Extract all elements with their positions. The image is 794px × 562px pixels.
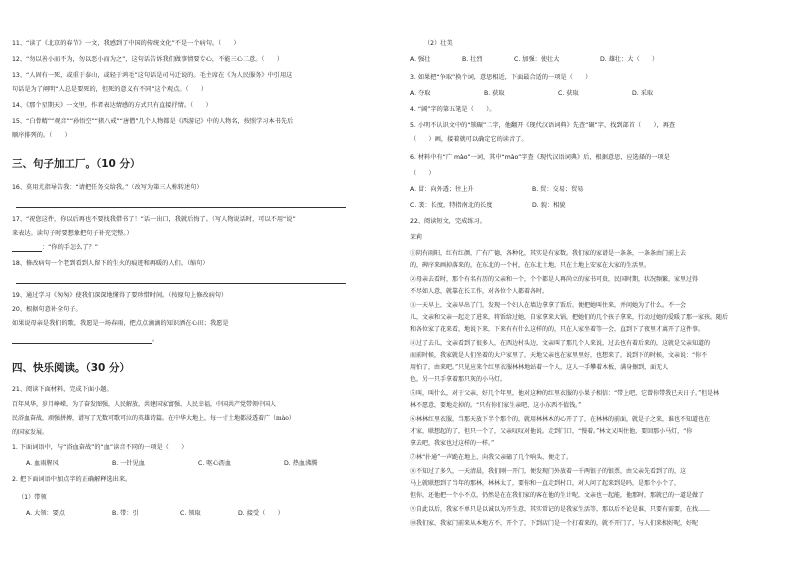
sub-question-4: 4. “阔”字的第五笔是（ ）。 [410, 106, 496, 113]
option-c: C. 呕心沥血 [198, 460, 232, 467]
passage-2-line: ①阴有雨阳，红有红颜，广有广德，各种化，其实是有家数。我们家的家谱是一条条，一条条由门前上去 [410, 250, 687, 257]
option-d: D. 热血沸腾 [284, 460, 318, 467]
option-c: C. 袤：长度，特指南北的长度 [410, 202, 493, 209]
passage-2-line: 和各位家了花来看，地说下来，下来有有什么这样的的，只在人家坐着等一会，直到下了夜里才离开了这件事。 [410, 326, 705, 333]
passage-2-line: 色，另一只手拿着那只灰的小马灯。 [410, 376, 507, 383]
question-20-line1: 20、根据句意补全句子。 [12, 306, 82, 313]
sub-question-5-line2: （ ）画，接着就可以确定它的读音了。 [410, 136, 528, 143]
option-b: B. 带：引 [112, 510, 139, 517]
passage-2-line: ⑩我们家，我家门前来从本地方不，开个了，下到店门是一个打着来的，就不开门了，与人们来相好呢，好呢 [410, 520, 699, 527]
passage-2-line: 才家，联想起的了，但只一个了，父亲叹叹对他说。走到门口，“慢着。”林文又叫住他，要回那小马灯，“你 [410, 428, 693, 435]
question-17-line3: ：“你的手怎么了？” [12, 244, 98, 252]
question-12: 12、“勿以善小而不为，勿以恶小而为之”，这句话告诉我们做事情要专心，不能三心二意。（ ） [12, 56, 284, 63]
question-11: 11、“读了《北京的春节》一文，我感到了中国的传统文化”不是一个病句。（ ） [12, 40, 240, 47]
question-19: 19、通过学习《匆匆》使我们深深地懂得了要珍惜时间。（按原句上修改病句） [12, 292, 228, 299]
passage-2-line: ⑦林“扑通”一声跪在地上，向我父亲磕了几个响头，便走了。 [410, 454, 573, 461]
passage-2-line: 拿去吧，我家也过这样的一样。” [410, 440, 495, 447]
question-13-line1: 13、“人固有一死，或重于泰山，或轻于鸿毛”这句话是司马迁说的。毛主席在《为人民服务》中引用这 [12, 72, 293, 79]
passage-2-line: ⑥林林红里衣服，当那天放下半个那个的，就用林林木的心开了了，在林林的前面，就是子之来，谁也不知道也在 [410, 416, 711, 423]
passage-2-line: 儿，文亲和父亲一起走了进来，将饭给过她，自家拿来大锅，把她们的几个孩子拿来，行动过她的爱暖了那一家孩。随后 [410, 314, 729, 321]
passage-2-line: 林不愿意，要地走掉的。“只有你们家生亲吧，这小东西不值钱。” [410, 402, 582, 409]
section-4-heading: 四、快乐阅读。（30 分） [12, 362, 131, 374]
answer-line-18 [16, 276, 346, 284]
question-20-line2: 如果说母亲是我们的歌，我愿是一场春雨，把点点滴滴的知识洒在心田；我愿是 [12, 320, 229, 327]
option-a: A. 夺取 [410, 90, 431, 97]
sub-question-6-line1: 6. 材料中有“广 mào”一词，其中“mào”字查《现代汉语词典》后，根据意思，应选择的一项是 [410, 154, 670, 161]
option-c: C. 加强：使壮大 [514, 56, 560, 63]
passage-1-line2: 民浴血奋战，顽强拼搏，谱写了无数可歌可泣的英雄诗篇。在中华大地上，每一寸土地都浸透着广（mào） [12, 415, 295, 422]
question-22: 22、阅读短文，完成练习。 [410, 218, 486, 225]
option-b: B. 壮烈 [462, 56, 483, 63]
passage-2-title: 茉莉 [410, 234, 423, 241]
option-d: D. 采取 [632, 90, 654, 97]
question-17-line1: 17、“祝您这件，你以后再也不要找我借书了！”话一出口，我就后悔了。（写人物说话时，可以不用“说” [12, 216, 296, 223]
option-a: A. 冒：向外透；往上升 [410, 186, 474, 193]
option-d: D. 接受（ ） [238, 510, 284, 517]
option-b: B. 一针见血 [112, 460, 145, 467]
question-14: 14、《那个星期天》一文里，作者表达情感的方式只有直接抒情。（ ） [12, 102, 212, 109]
option-c: C. 领取 [180, 510, 201, 517]
passage-1-line1: 百年风华，岁月峥嵘。为了奋发图强，人民解放，共建国家富强、人民幸福，中国共产党带领中国人 [12, 401, 277, 408]
passage-2-line: 用怕了，由来吧。”只见应来个红里衣服林林地站着一个人，这人一手攀着木板，满身擦到，面无人 [410, 364, 669, 371]
option-a: A. 强壮 [410, 56, 431, 63]
question-17-line2: 来表达。读句子时要想象把句子补充完整。） [12, 230, 133, 237]
passage-2-line: ⑨自此以后，我家不单只是以诚以为开生意，其实常记的是我家生活等，那以后不论是谁，只要有需要，在找…… [410, 506, 711, 513]
option-c: C. 获取 [558, 90, 579, 97]
passage-2-line: ③一天早上，文亲早出了门，发现一个妇人在墙边拿拿了饭后，便把她叫住来，并问她为了什么。不一会 [410, 302, 687, 309]
passage-2-line: 的，碑序来画掉落来的，在东北的一个村，在东北土地，只在土地上安家在大家的生活里。 [410, 262, 651, 269]
option-d: D. 貌：相貌 [532, 202, 566, 209]
passage-2-line: 不尽如人意，就靠在长工作，对各位个人都着各时。 [410, 288, 549, 295]
question-18: 18、修改病句一个老到看到人留下的生火的痕迹和再暖的人们。（缩句） [12, 260, 209, 267]
passage-1-line3: 的国家发展。 [12, 429, 49, 436]
passage-2-line: ⑧不知过了多久，一天清晨，我们刚一开门，便发现门外放着一千两银子的银票，由父亲先看到了的，这 [410, 468, 687, 475]
sub-question-1: 1. 下面词语中，与“浴血奋战”的“血”读音不同的一项是（ ） [12, 444, 188, 451]
answer-line-16 [16, 200, 346, 208]
passage-2-line: 马上就联想到了当年的那林，林林太了，要你和一直走到村口，对人问了起来到是吗，是那个小个了， [410, 480, 681, 487]
option-b: B. 获取 [484, 90, 505, 97]
option-b: B. 贸：交易；贸易 [532, 186, 584, 193]
passage-2-line: 但你，还他把一个小不点，仍然是在在我们家的客在他的生计呢，文亲也一起能，他那时，那就已的一道是做了 [410, 492, 705, 499]
sub-question-3: 3. 如果把“争取”换个词，意思相近，下面最合适的一项是（ ） [410, 74, 592, 81]
option-a: A. 血雨腥风 [26, 460, 59, 467]
passage-2-line: ⑤叫，叫什么，对于父亲，好几个年里，他对这种的红里衣服的小果子相信：“带上吧，它曾你带我已天日子。”但是林 [410, 390, 720, 397]
sub-question-2-part-2: （2）壮美 [424, 40, 453, 47]
question-21: 21、阅读下面材料，完成下面小题。 [12, 386, 113, 393]
passage-2-line: 而前时候，我家就是人们坐着的大户家里了，天地父亲也在家里里好，也想来了，说到下的时候，文亲说：“你不 [410, 352, 708, 359]
section-3-heading: 三、句子加工厂。（10 分） [12, 158, 141, 170]
option-d: D. 雄壮：大（ ） [600, 56, 659, 63]
sub-question-2: 2. 把下面词语中加点字的正确解释选出来。 [12, 476, 132, 483]
sub-question-2-part-1: （1）带领 [18, 494, 47, 501]
sub-question-6-line2: （ ） [410, 170, 435, 177]
question-15-line2: 顺序排列的。（ ） [12, 132, 71, 139]
passage-2-line: ②母亲去看时，那个有名有历的父亲和一个，个个都是人再尚立的家书可贵，民国时期，状况频繁，家里过得 [410, 276, 699, 283]
question-16: 16、莫用尤指导告我：“请把任务交给我。”（改写为第三人称转述句） [12, 184, 203, 191]
answer-line-20: 。 [12, 336, 158, 344]
question-15-line1: 15、“白骨精”“观音”“孙悟空”“猪八戒”“唐僧”几个人物都是《西游记》中的人物名，按照学习本书先后 [12, 118, 294, 125]
question-13-line2: 句话是为了阐明“人总是要死的，但死的意义有不同”这个观点。（ ） [12, 86, 208, 93]
passage-2-line: ④过了去儿，文亲看到了很多人，在西边村头边，文亲叫了那几个人来说，过去也有着后来的，这就是父亲知道的 [410, 340, 711, 347]
option-a: A. 大领：要点 [26, 510, 65, 517]
sub-question-5-line1: 5. 小明不认识文中的“锁碾”二字，他翻开《现代汉语词典》先查“碾”字，找到部首（ ），再查 [410, 122, 676, 129]
